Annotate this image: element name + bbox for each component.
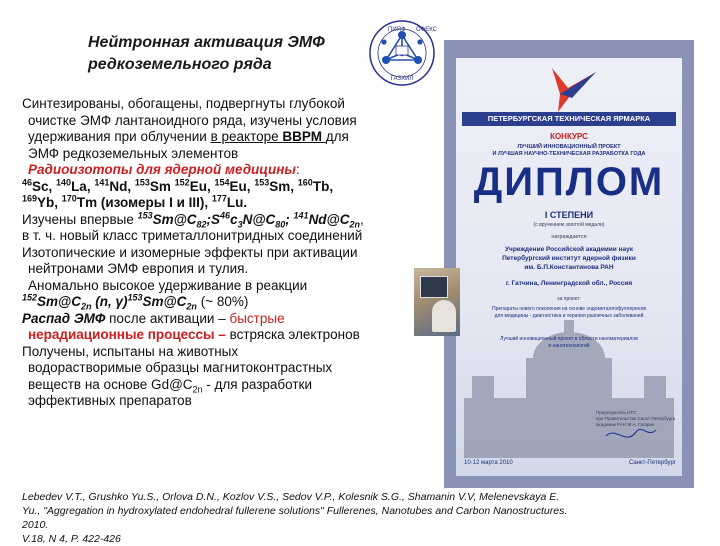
- body-line-16: Получены, испытаны на животных: [22, 343, 239, 359]
- diploma-fair-name: ПЕТЕРБУРГСКАЯ ТЕХНИЧЕСКАЯ ЯРМАРКА: [487, 114, 651, 123]
- fair-logo-icon: [552, 68, 596, 112]
- body-line-15: нерадиационные процессы – встряска электронов: [28, 327, 360, 342]
- diploma-contest: КОНКУРС: [550, 132, 588, 141]
- diploma-nomination2: и нанотехнологий: [548, 343, 590, 349]
- body-line-8: Изучены впервые $^{153}Sm@C_{82};S^{46}c_3N@C_{80}$; $^{141}Nd@C_{2n}$,: [22, 210, 364, 230]
- diploma-contest-sub1: ЛУЧШИЙ ИННОВАЦИОННЫЙ ПРОЕКТ: [517, 144, 621, 150]
- diploma-dates: 10-12 марта 2010: [464, 460, 513, 466]
- body-line-3: удерживания при облучении в реакторе ВВРМ для: [28, 129, 349, 144]
- reference-line-4: V.18, N 4, P. 422-426: [22, 533, 121, 545]
- body-line-1: Синтезированы, обогащены, подвергнуты глубокой: [22, 96, 345, 111]
- diploma-city: г. Гатчина, Ленинградской обл., Россия: [505, 280, 633, 287]
- diploma-heading: ДИПЛОМ: [473, 160, 665, 204]
- reference-line-1: Lebedev V.T., Grushko Yu.S., Orlova D.N., Kozlov V.S., Sedov V.P., Kolesnik S.G., Shamanin V.V, Melenevskaya E.: [22, 491, 560, 503]
- diploma-image: [444, 40, 694, 488]
- body-line-12: Аномально высокое удерживание в реакции: [28, 277, 308, 293]
- diploma-place: Санкт-Петербург: [628, 460, 676, 466]
- body-line-11: нейтронами ЭМФ европия и тулия.: [28, 261, 249, 276]
- body-line-5: Радиоизотопы для ядерной медицины:: [28, 162, 300, 177]
- diploma-chair3: академик РАН Ж.А. Гагарин: [596, 422, 655, 427]
- diploma-sheet: [456, 58, 682, 476]
- isotope-list-line2: $^{169}$Yb, $^{170}$Tm (изомеры I и III), $^{177}$Lu.: [22, 193, 248, 210]
- reaction-line: $^{152}Sm@C_{2n}$ (n, $\gamma)^{153}Sm@C_{2n}$ (~ 80%): [22, 292, 249, 312]
- reference-citation: [22, 490, 652, 546]
- body-line-17: водорастворимые образцы магнитоконтрастных: [28, 360, 333, 375]
- diploma-project1: Препараты нового поколения на основе эндометаллофуллеренов: [491, 306, 647, 312]
- body-line-4: ЭМФ редкоземельных элементов: [28, 145, 239, 161]
- reference-line-3: 2010.: [22, 519, 49, 531]
- diploma-awarded: награждается: [551, 234, 587, 240]
- diploma-project2: для медицины - диагностика и терапия различных заболеваний: [494, 313, 644, 319]
- body-line-14: Распад ЭМФ после активации – быстрые: [22, 310, 285, 326]
- diploma-chair2: при Правительстве Санкт-Петербурга: [596, 416, 676, 421]
- body-line-10: Изотопические и изомерные эффекты при активации: [22, 244, 358, 260]
- diploma-for-label: за проект:: [557, 296, 581, 302]
- institute-emblem-icon: [366, 18, 438, 88]
- reference-line-2: Yu., "Aggregation in hydroxylated endohedral fullerene solutions" Fullerenes, Nanotubes and Carbon Nanostructures.: [22, 505, 568, 517]
- body-line-18: веществ на основе $Gd@C_{2n}$ - для разработки: [28, 376, 313, 395]
- diploma-org3: им. Б.П.Константинова РАН: [524, 264, 614, 271]
- body-line-9: в т. ч. новый класс триметаллонитридных соединений: [22, 228, 363, 243]
- isotope-list-line1: $^{46}$Sc, $^{140}$La, $^{141}$Nd, $^{153}$Sm $^{152}$Eu, $^{154}$Eu, $^{153}$Sm, $^{160}$Tb,: [22, 177, 334, 194]
- emblem-bottom-text: ГАЗХИЛ: [390, 76, 414, 82]
- diploma-org1: Учреждение Российской академии наук: [505, 246, 633, 253]
- body-line-2: очистке ЭМФ лантаноидного ряда, изучены условия: [28, 112, 357, 128]
- body-line-19: эффективных препаратов: [28, 393, 192, 408]
- slide-title-line1: Нейтронная активация ЭМФ: [88, 34, 325, 51]
- diploma-chair1: Председатель НТС: [596, 410, 637, 415]
- diploma-nomination1: Лучший инновационный проект в области наноматериалов: [500, 336, 638, 342]
- emblem-top-text: ПИЯФ: [388, 27, 406, 33]
- slide-title: [88, 32, 378, 76]
- diploma-degree-sub: (с вручением золотой медали): [533, 222, 605, 228]
- diploma-org2: Петербургский институт ядерной физики: [502, 255, 636, 262]
- diploma-degree: I СТЕПЕНИ: [544, 210, 594, 220]
- slide-title-line2: редкоземельного ряда: [88, 56, 272, 73]
- emblem-right-text: ОФЕКС: [416, 27, 437, 33]
- body-text: [22, 96, 442, 410]
- diploma-contest-sub2: И ЛУЧШАЯ НАУЧНО-ТЕХНИЧЕСКАЯ РАЗРАБОТКА ГОДА: [492, 151, 646, 157]
